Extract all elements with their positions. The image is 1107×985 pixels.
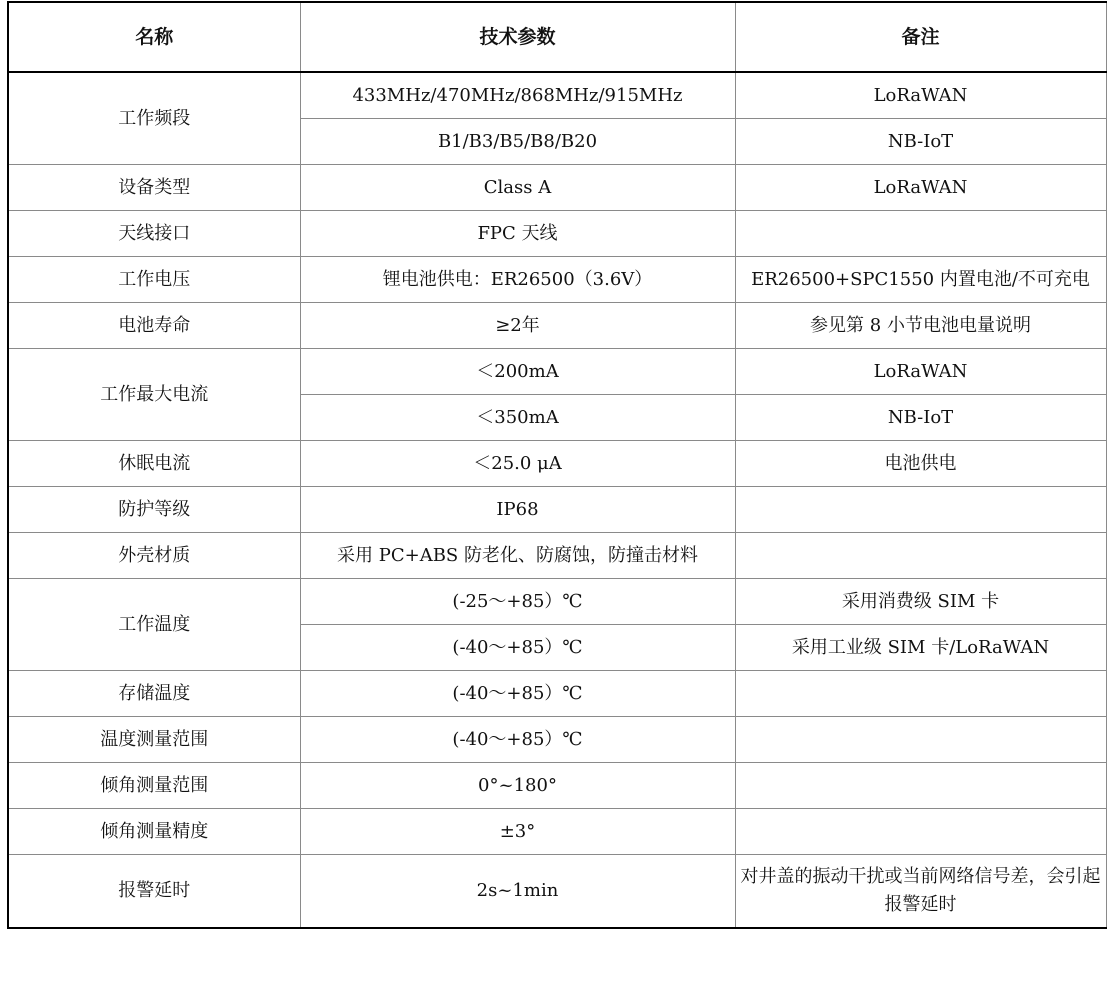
table-row (8, 441, 1106, 487)
cell-notes: ER26500+SPC1550 内置电池/不可充电 (735, 257, 1106, 303)
cell-notes: LoRaWAN (735, 349, 1106, 395)
cell-name: 电池寿命 (8, 303, 300, 349)
cell-notes (735, 717, 1106, 763)
cell-name: 工作频段 (8, 72, 300, 165)
table-header (8, 2, 1106, 72)
cell-params: ≥2年 (300, 303, 735, 349)
header-name: 名称 (8, 2, 300, 72)
header-notes: 备注 (735, 2, 1106, 72)
cell-params: (-40～+85）℃ (300, 625, 735, 671)
header-row (8, 2, 1106, 72)
cell-params: ＜25.0 μA (300, 441, 735, 487)
cell-notes: 电池供电 (735, 441, 1106, 487)
table-row (8, 855, 1106, 929)
cell-params: (-40～+85）℃ (300, 671, 735, 717)
cell-name: 工作电压 (8, 257, 300, 303)
cell-notes (735, 809, 1106, 855)
cell-notes: 参见第 8 小节电池电量说明 (735, 303, 1106, 349)
cell-params: 2s~1min (300, 855, 735, 929)
table-row (8, 303, 1106, 349)
cell-params: FPC 天线 (300, 211, 735, 257)
cell-params: (-40～+85）℃ (300, 717, 735, 763)
cell-notes: LoRaWAN (735, 165, 1106, 211)
cell-params: Class A (300, 165, 735, 211)
cell-notes: 采用消费级 SIM 卡 (735, 579, 1106, 625)
cell-notes: NB-IoT (735, 395, 1106, 441)
cell-name: 存储温度 (8, 671, 300, 717)
cell-params: 锂电池供电：ER26500（3.6V） (300, 257, 735, 303)
table-row (8, 349, 1106, 395)
cell-name: 倾角测量范围 (8, 763, 300, 809)
table-row (8, 487, 1106, 533)
table-row (8, 257, 1106, 303)
cell-name: 休眠电流 (8, 441, 300, 487)
table-row (8, 533, 1106, 579)
cell-name: 防护等级 (8, 487, 300, 533)
cell-notes (735, 533, 1106, 579)
cell-params: 0°~180° (300, 763, 735, 809)
cell-notes: 采用工业级 SIM 卡/LoRaWAN (735, 625, 1106, 671)
cell-notes (735, 487, 1106, 533)
table-row (8, 717, 1106, 763)
cell-params: ＜350mA (300, 395, 735, 441)
cell-notes (735, 211, 1106, 257)
spec-table (7, 1, 1107, 929)
cell-notes: 对井盖的振动干扰或当前网络信号差，会引起报警延时 (735, 855, 1106, 929)
header-params: 技术参数 (300, 2, 735, 72)
cell-name: 报警延时 (8, 855, 300, 929)
cell-name: 倾角测量精度 (8, 809, 300, 855)
table-row (8, 763, 1106, 809)
table-row (8, 165, 1106, 211)
cell-params: 433MHz/470MHz/868MHz/915MHz (300, 72, 735, 119)
cell-name: 设备类型 (8, 165, 300, 211)
cell-params: 采用 PC+ABS 防老化、防腐蚀，防撞击材料 (300, 533, 735, 579)
cell-name: 温度测量范围 (8, 717, 300, 763)
cell-name: 外壳材质 (8, 533, 300, 579)
table-row (8, 809, 1106, 855)
cell-params: (-25～+85）℃ (300, 579, 735, 625)
cell-params: B1/B3/B5/B8/B20 (300, 119, 735, 165)
table-row (8, 211, 1106, 257)
cell-notes (735, 671, 1106, 717)
table-body (8, 72, 1106, 928)
table-row (8, 579, 1106, 625)
cell-name: 工作温度 (8, 579, 300, 671)
cell-params: IP68 (300, 487, 735, 533)
cell-params: ±3° (300, 809, 735, 855)
table-row (8, 671, 1106, 717)
cell-notes: LoRaWAN (735, 72, 1106, 119)
cell-name: 天线接口 (8, 211, 300, 257)
cell-name: 工作最大电流 (8, 349, 300, 441)
table-row (8, 72, 1106, 119)
cell-notes (735, 763, 1106, 809)
cell-params: ＜200mA (300, 349, 735, 395)
cell-notes: NB-IoT (735, 119, 1106, 165)
